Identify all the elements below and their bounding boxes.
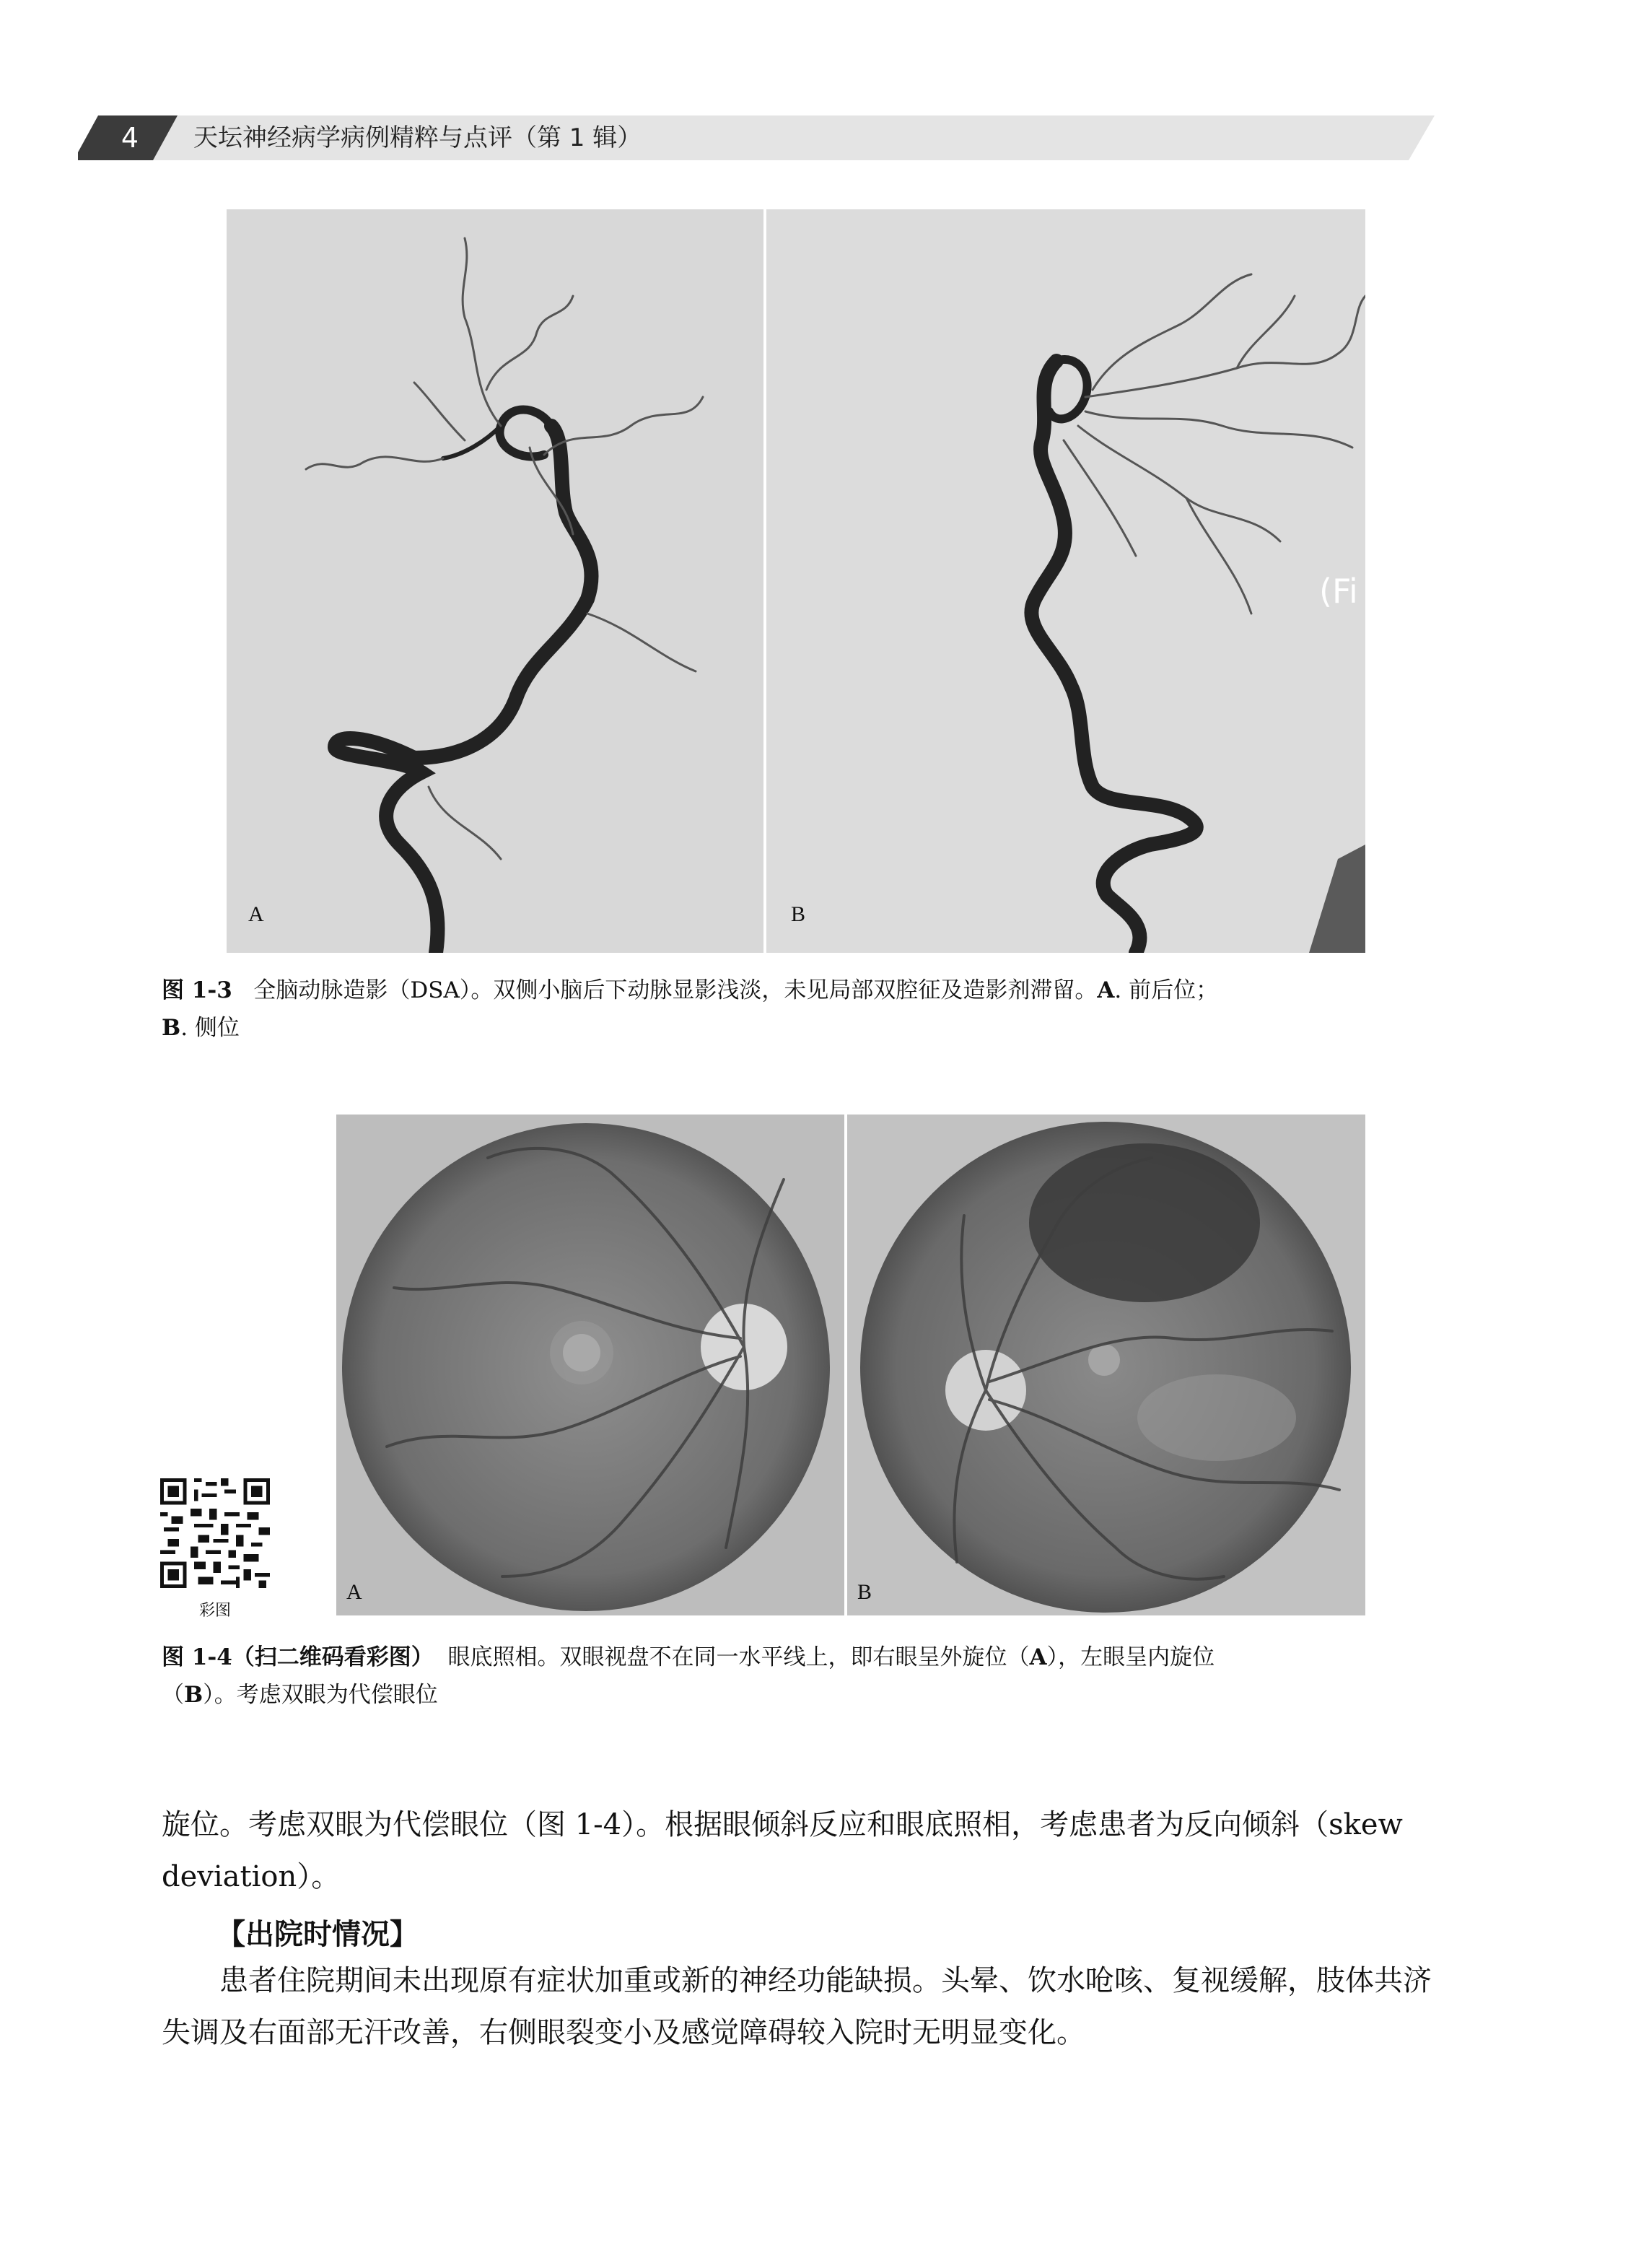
body-paragraph-2: 患者住院期间未出现原有症状加重或新的神经功能缺损。头晕、饮水呛咳、复视缓解，肢体共济失调及右面部无汗改善，右侧眼裂变小及感觉障碍较入院时无明显变化。 — [162, 1964, 1432, 2049]
dsa-overlay-text: (Fi — [1319, 572, 1358, 611]
body-paragraph-1: 旋位。考虑双眼为代偿眼位（图 1-4）。根据眼倾斜反应和眼底照相，考虑患者为反向倾斜（skew deviation）。 — [162, 1808, 1403, 1893]
figure-1-3-caption — [162, 972, 1439, 1047]
figure-1-3-key-a: A — [1097, 977, 1115, 1003]
figure-1-4-caption-text: 眼底照相。双眼视盘不在同一水平线上，即右眼呈外旋位（ — [447, 1644, 1030, 1670]
figure-1-4-label: 图 1-4（扫二维码看彩图） — [162, 1644, 434, 1670]
dsa-panel-b-label: B — [791, 902, 806, 926]
figure-1-3-label: 图 1-3 — [162, 977, 232, 1003]
dsa-panel-a-bg — [227, 209, 763, 953]
figure-1-4-text-4: ）。考虑双眼为代偿眼位 — [203, 1682, 438, 1708]
fundus-panel-a-label: A — [346, 1580, 362, 1604]
section-heading-discharge: 【出院时情况】 — [216, 1918, 419, 1951]
dsa-image — [227, 209, 1365, 953]
qr-code-icon[interactable] — [160, 1478, 270, 1588]
running-title: 天坛神经病学病例精粹与点评（第 1 辑） — [193, 123, 642, 152]
figure-1-4-caption — [162, 1639, 1439, 1714]
fundus-figure — [336, 1115, 1365, 1615]
figure-1-4-key-b: B — [184, 1682, 204, 1708]
figure-1-4-key-a: A — [1029, 1644, 1047, 1670]
qr-code-label: 彩图 — [198, 1602, 231, 1620]
fundus-image — [336, 1115, 1365, 1615]
fundus-panel-b-label: B — [857, 1580, 872, 1604]
figure-1-3-key-b: B — [162, 1015, 181, 1041]
figure-1-4-text-2: ），左眼呈内旋位 — [1046, 1644, 1215, 1670]
figure-1-3-text-a: . 前后位； — [1114, 977, 1219, 1003]
qr-code-block — [160, 1478, 270, 1621]
page-number: 4 — [121, 122, 139, 154]
dsa-figure — [227, 209, 1365, 953]
figure-1-3-caption-text: 全脑动脉造影（DSA）。双侧小脑后下动脉显影浅淡，未见局部双腔征及造影剂滞留。 — [253, 977, 1098, 1003]
figure-1-4-text-3: （ — [162, 1682, 184, 1708]
figure-1-3-text-b: . 侧位 — [180, 1015, 240, 1041]
dsa-panel-a-label: A — [248, 902, 264, 926]
